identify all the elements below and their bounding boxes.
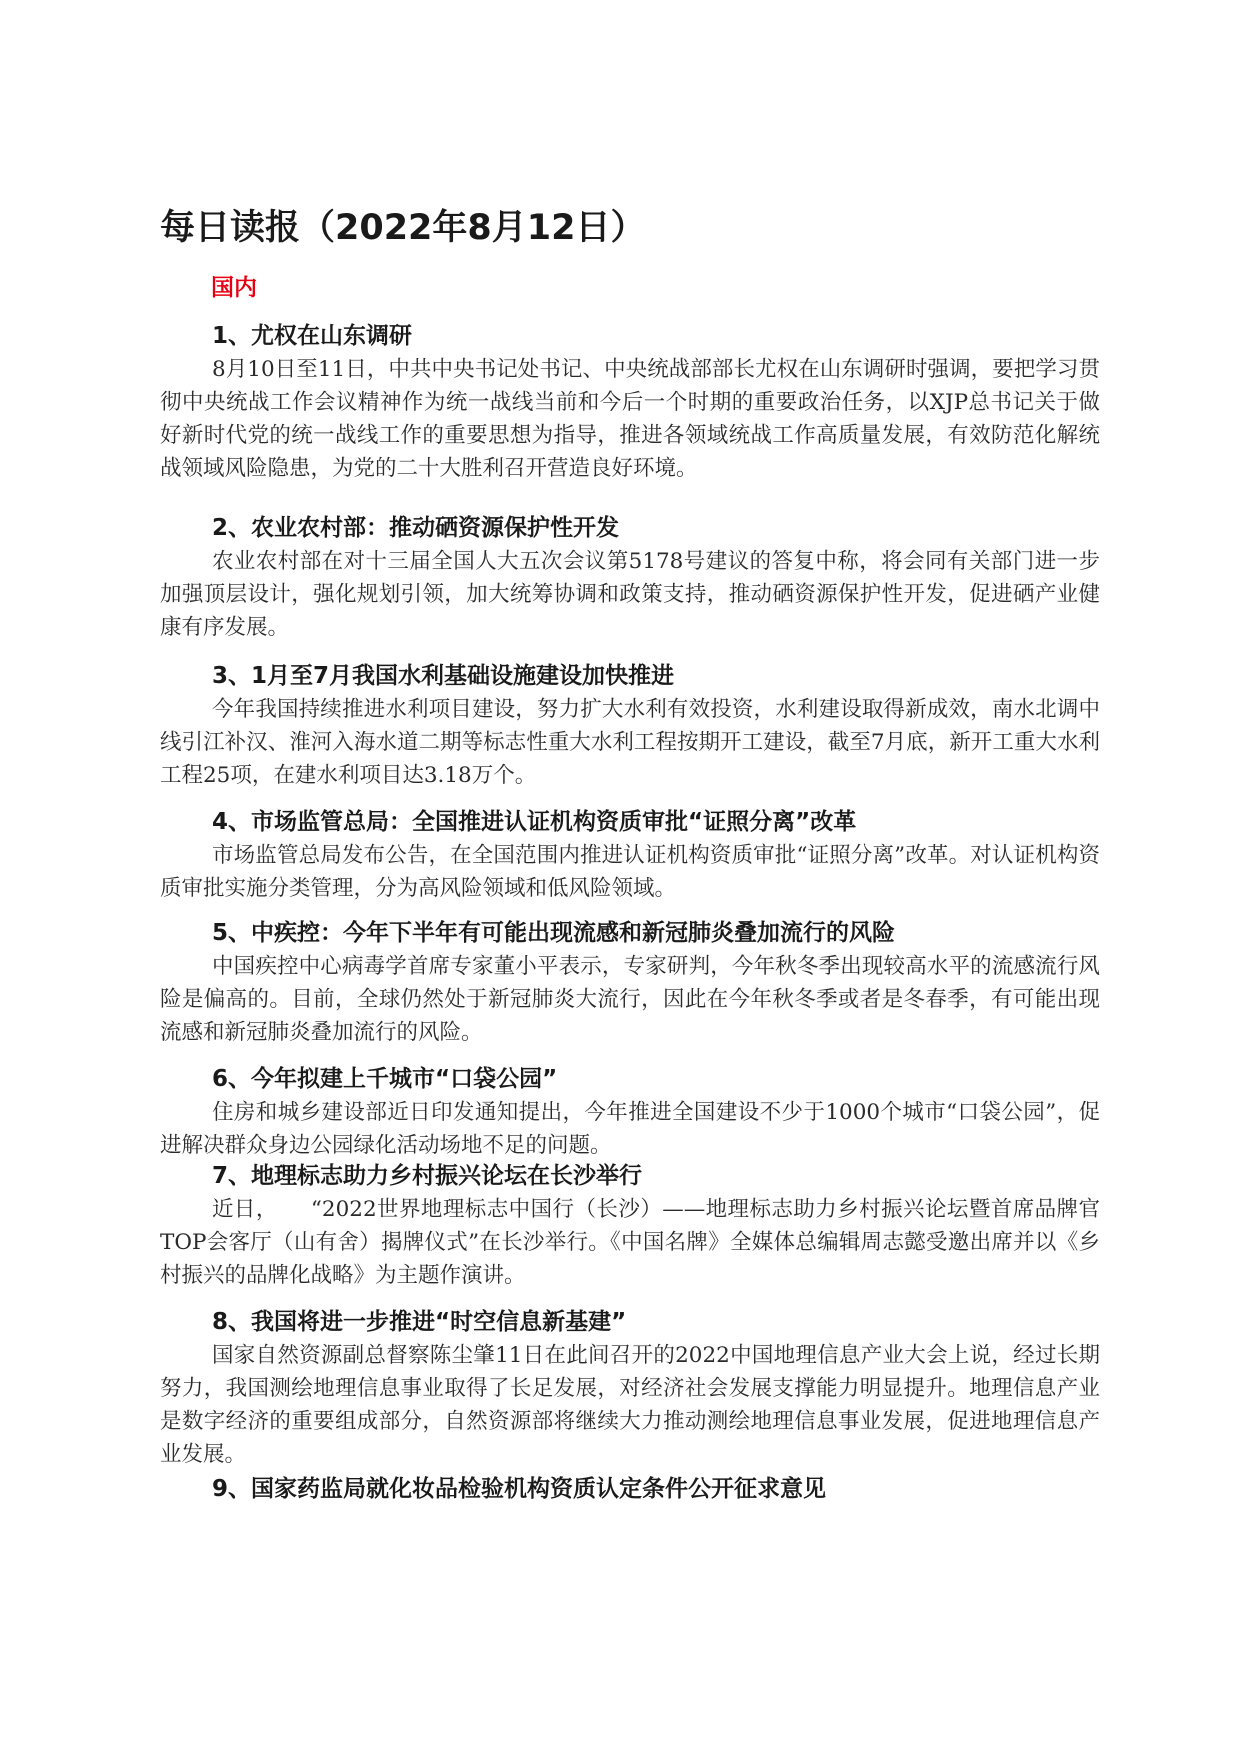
- article-6: [160, 1063, 1100, 1162]
- article-body: 中国疾控中心病毒学首席专家董小平表示，专家研判，今年秋冬季出现较高水平的流感流行风险是偏高的。目前，全球仍然处于新冠肺炎大流行，因此在今年秋冬季或者是冬春季，有可能出现流感和新冠肺炎叠加流行的风险。: [160, 954, 1100, 1045]
- article-2: [160, 512, 1100, 644]
- article-headline: 2、农业农村部：推动硒资源保护性开发: [212, 515, 620, 541]
- article-1: [160, 320, 1100, 485]
- article-headline: 1、尤权在山东调研: [212, 323, 413, 349]
- article-9: [160, 1473, 1100, 1506]
- section-heading-domestic: 国内: [211, 275, 257, 301]
- article-4: [160, 806, 1100, 905]
- article-headline: 9、国家药监局就化妆品检验机构资质认定条件公开征求意见: [212, 1476, 827, 1502]
- article-body: 市场监管总局发布公告，在全国范围内推进认证机构资质审批“证照分离”改革。对认证机构资质审批实施分类管理，分为高风险领域和低风险领域。: [160, 843, 1100, 901]
- article-body: 住房和城乡建设部近日印发通知提出，今年推进全国建设不少于1000个城市“口袋公园”，促进解决群众身边公园绿化活动场地不足的问题。: [160, 1100, 1100, 1158]
- article-headline: 8、我国将进一步推进“时空信息新基建”: [212, 1309, 627, 1335]
- article-body: 农业农村部在对十三届全国人大五次会议第5178号建议的答复中称，将会同有关部门进一步加强顶层设计，强化规划引领，加大统筹协调和政策支持，推动硒资源保护性开发，促进硒产业健康有序发展。: [160, 549, 1100, 640]
- article-3: [160, 660, 1100, 792]
- article-7: [160, 1160, 1100, 1292]
- article-body: 国家自然资源副总督察陈尘肇11日在此间召开的2022中国地理信息产业大会上说，经过长期努力，我国测绘地理信息事业取得了长足发展，对经济社会发展支撑能力明显提升。地理信息产业是数字经济的重要组成部分，自然资源部将继续大力推动测绘地理信息事业发展，促进地理信息产业发展。: [160, 1343, 1100, 1467]
- article-body: 8月10日至11日，中共中央书记处书记、中央统战部部长尤权在山东调研时强调，要把学习贯彻中央统战工作会议精神作为统一战线当前和今后一个时期的重要政治任务，以XJP总书记关于做好新时代党的统一战线工作的重要思想为指导，推进各领域统战工作高质量发展，有效防范化解统战领域风险隐患，为党的二十大胜利召开营造良好环境。: [160, 357, 1100, 481]
- article-headline: 3、1月至7月我国水利基础设施建设加快推进: [212, 663, 675, 689]
- article-body: 今年我国持续推进水利项目建设，努力扩大水利有效投资，水利建设取得新成效，南水北调中线引江补汉、淮河入海水道二期等标志性重大水利工程按期开工建设，截至7月底，新开工重大水利工程25项，在建水利项目达3.18万个。: [160, 697, 1100, 788]
- document-title: 每日读报（2022年8月12日）: [160, 208, 646, 248]
- article-headline: 6、今年拟建上千城市“口袋公园”: [212, 1066, 558, 1092]
- article-headline: 7、地理标志助力乡村振兴论坛在长沙举行: [212, 1163, 643, 1189]
- article-8: [160, 1306, 1100, 1471]
- article-headline: 5、中疾控：今年下半年有可能出现流感和新冠肺炎叠加流行的风险: [212, 920, 896, 946]
- article-body: 近日， “2022世界地理标志中国行（长沙）——地理标志助力乡村振兴论坛暨首席品牌官TOP会客厅（山有舍）揭牌仪式”在长沙举行。《中国名牌》全媒体总编辑周志懿受邀出席并以《乡村振兴的品牌化战略》为主题作演讲。: [160, 1197, 1100, 1288]
- article-headline: 4、市场监管总局：全国推进认证机构资质审批“证照分离”改革: [212, 809, 857, 835]
- article-5: [160, 917, 1100, 1049]
